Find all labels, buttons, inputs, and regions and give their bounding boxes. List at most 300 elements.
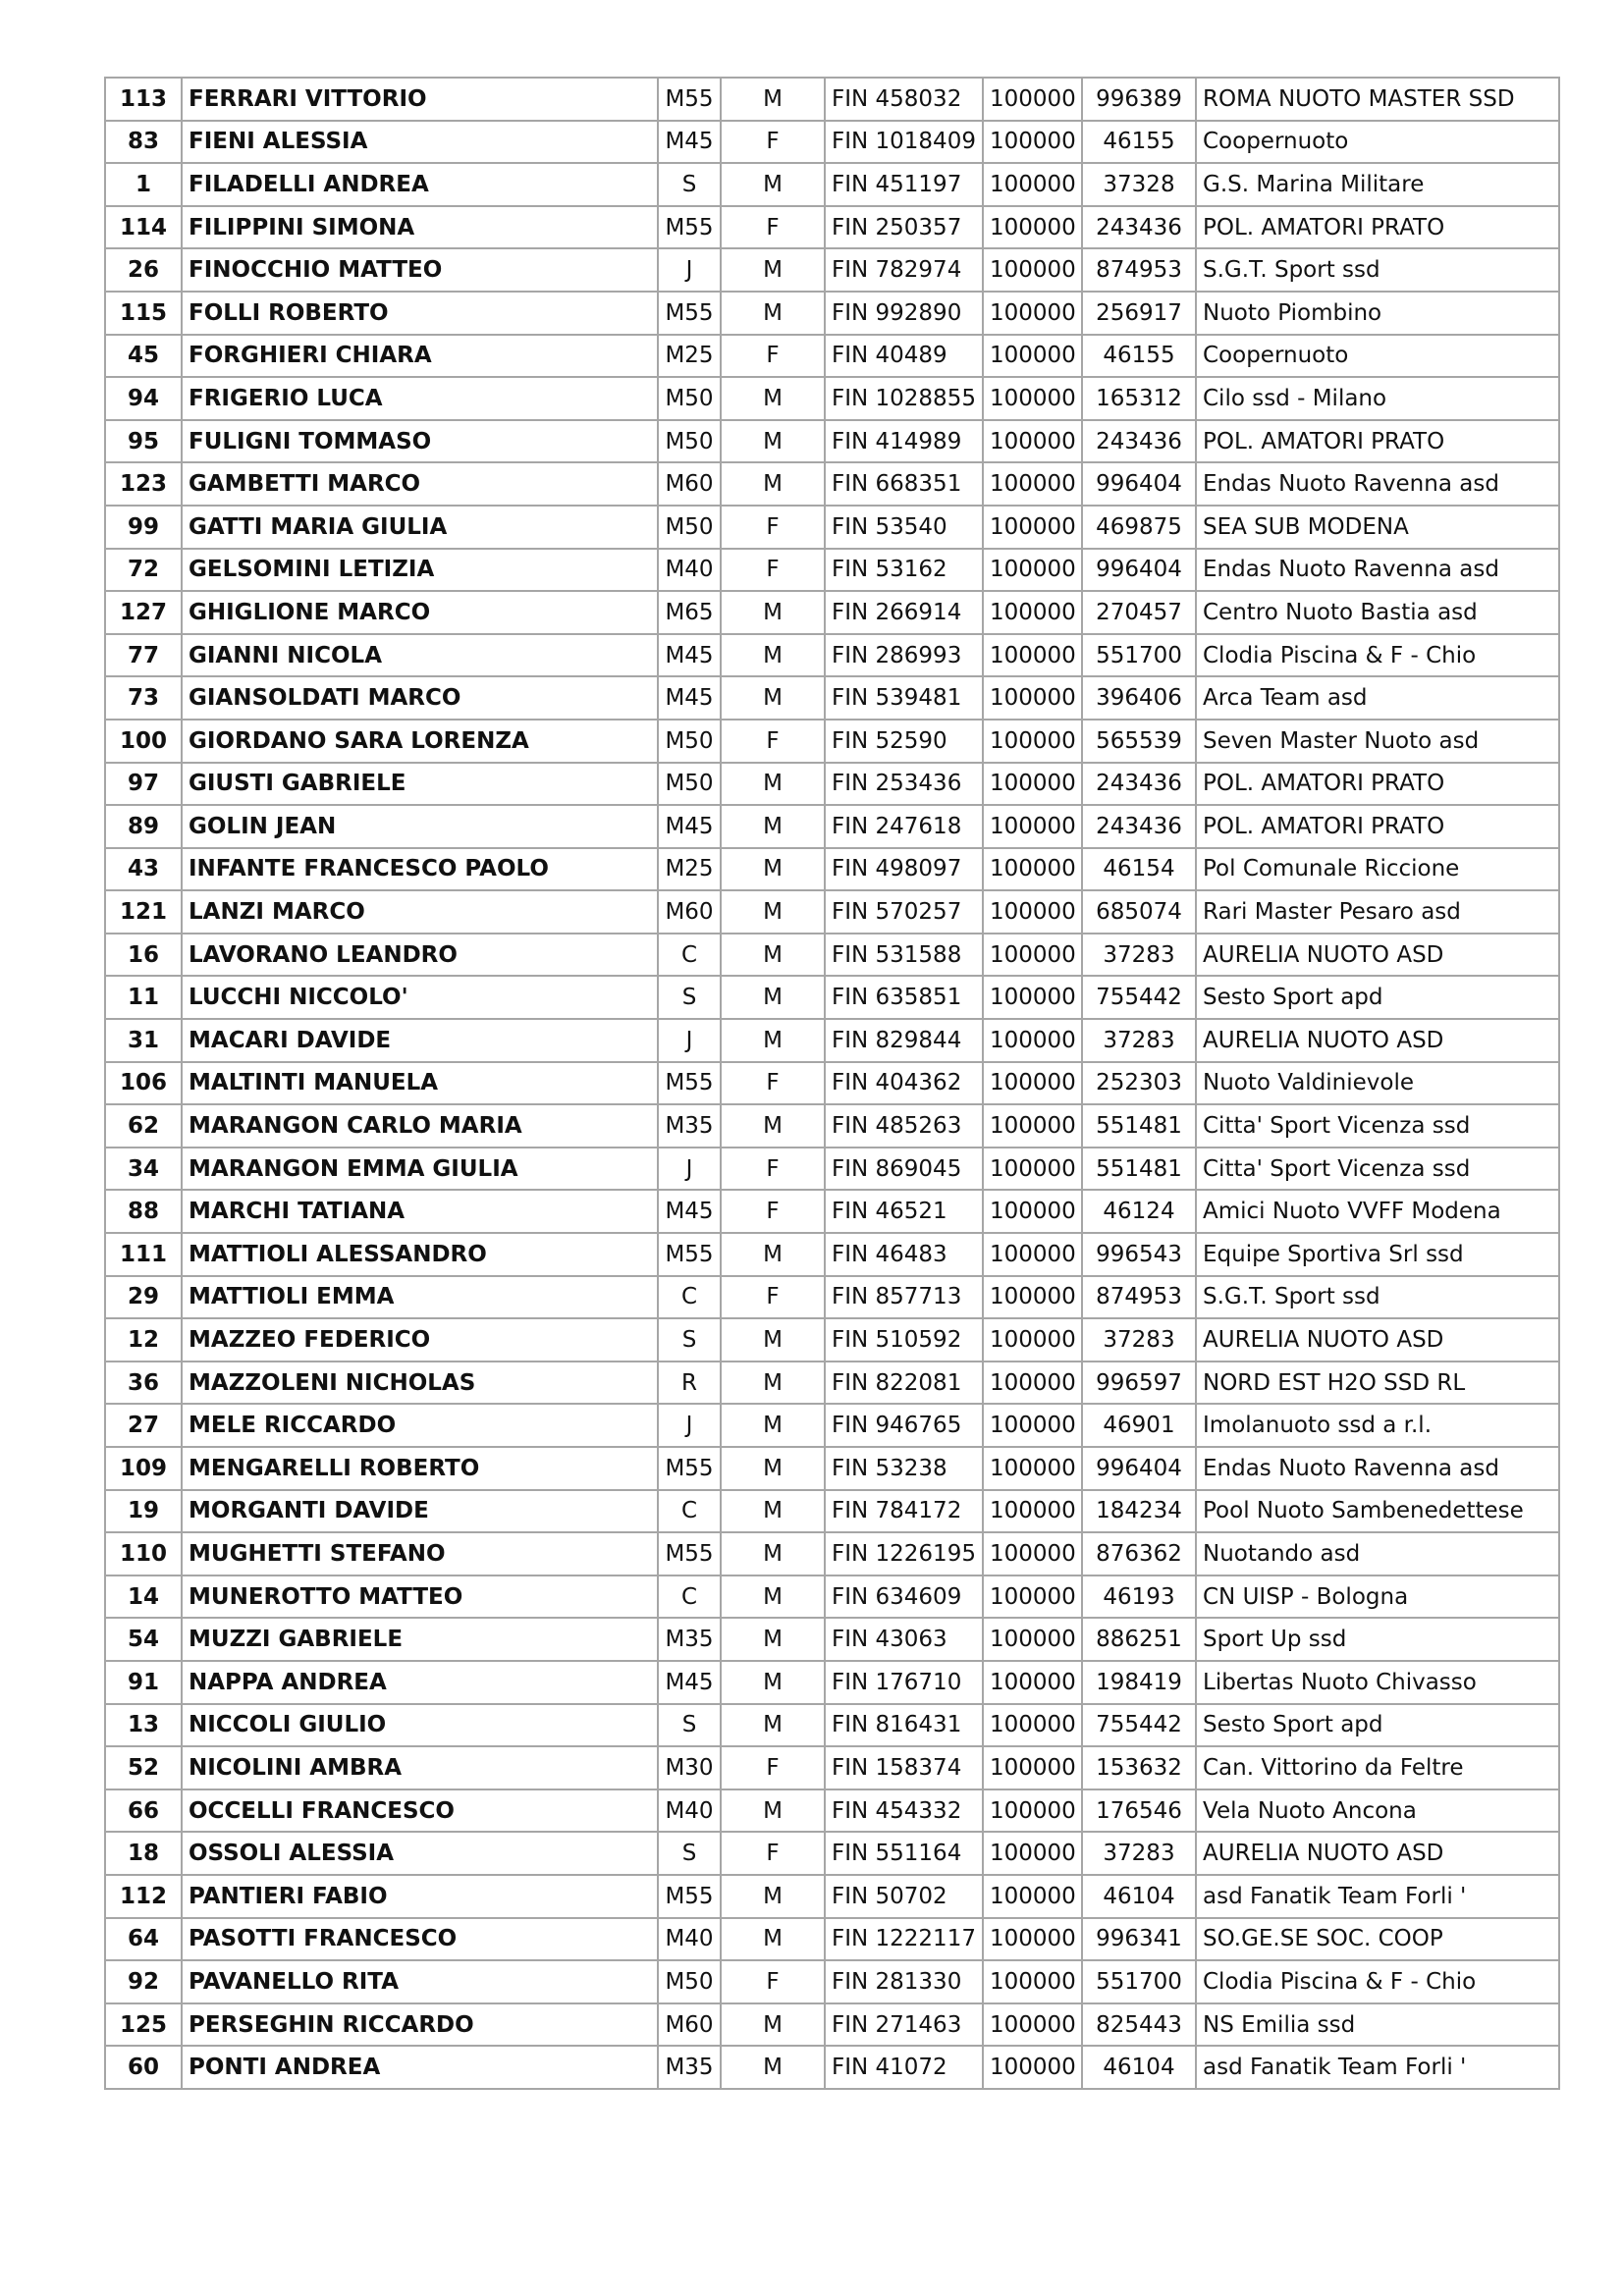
entry-time-cell: 100000 bbox=[983, 1746, 1082, 1789]
sex-cell: M bbox=[721, 1661, 825, 1704]
sex-cell: F bbox=[721, 1062, 825, 1105]
category-cell: M45 bbox=[658, 1190, 721, 1233]
category-cell: S bbox=[658, 976, 721, 1019]
sex-cell: M bbox=[721, 634, 825, 677]
table-row bbox=[105, 1789, 1559, 1833]
club-code-cell: 996404 bbox=[1082, 1447, 1196, 1490]
table-row bbox=[105, 676, 1559, 720]
athlete-number-cell: 94 bbox=[105, 377, 182, 420]
entry-time-cell: 100000 bbox=[983, 1618, 1082, 1661]
table-row bbox=[105, 1661, 1559, 1704]
entry-time-cell: 100000 bbox=[983, 206, 1082, 249]
fin-card-cell: FIN 822081 bbox=[825, 1362, 983, 1405]
club-code-cell: 46193 bbox=[1082, 1575, 1196, 1619]
club-name-cell: Endas Nuoto Ravenna asd bbox=[1196, 549, 1559, 592]
entry-time-cell: 100000 bbox=[983, 462, 1082, 506]
club-name-cell: Arca Team asd bbox=[1196, 676, 1559, 720]
entry-time-cell: 100000 bbox=[983, 121, 1082, 164]
sex-cell: F bbox=[721, 121, 825, 164]
category-cell: M30 bbox=[658, 1746, 721, 1789]
club-code-cell: 996341 bbox=[1082, 1918, 1196, 1961]
table-row bbox=[105, 1960, 1559, 2003]
entry-time-cell: 100000 bbox=[983, 763, 1082, 806]
sex-cell: M bbox=[721, 934, 825, 977]
sex-cell: F bbox=[721, 720, 825, 763]
entry-time-cell: 100000 bbox=[983, 934, 1082, 977]
sex-cell: F bbox=[721, 1276, 825, 1319]
table-row bbox=[105, 1362, 1559, 1405]
table-row bbox=[105, 634, 1559, 677]
athlete-number-cell: 12 bbox=[105, 1318, 182, 1362]
athlete-number-cell: 121 bbox=[105, 890, 182, 934]
club-name-cell: Centro Nuoto Bastia asd bbox=[1196, 591, 1559, 634]
table-row bbox=[105, 1148, 1559, 1191]
entry-time-cell: 100000 bbox=[983, 1960, 1082, 2003]
club-code-cell: 198419 bbox=[1082, 1661, 1196, 1704]
category-cell: M50 bbox=[658, 1960, 721, 2003]
club-name-cell: AURELIA NUOTO ASD bbox=[1196, 934, 1559, 977]
athlete-number-cell: 11 bbox=[105, 976, 182, 1019]
athlete-name-cell: MUNEROTTO MATTEO bbox=[182, 1575, 658, 1619]
sex-cell: M bbox=[721, 1104, 825, 1148]
athlete-name-cell: GIUSTI GABRIELE bbox=[182, 763, 658, 806]
club-name-cell: Pool Nuoto Sambenedettese bbox=[1196, 1490, 1559, 1533]
entry-time-cell: 100000 bbox=[983, 1062, 1082, 1105]
club-name-cell: POL. AMATORI PRATO bbox=[1196, 206, 1559, 249]
sex-cell: F bbox=[721, 549, 825, 592]
club-code-cell: 755442 bbox=[1082, 976, 1196, 1019]
club-name-cell: S.G.T. Sport ssd bbox=[1196, 1276, 1559, 1319]
club-code-cell: 685074 bbox=[1082, 890, 1196, 934]
athlete-name-cell: PAVANELLO RITA bbox=[182, 1960, 658, 2003]
fin-card-cell: FIN 782974 bbox=[825, 248, 983, 292]
entry-time-cell: 100000 bbox=[983, 1661, 1082, 1704]
entry-time-cell: 100000 bbox=[983, 506, 1082, 549]
entries-table-body bbox=[105, 78, 1559, 2089]
table-row bbox=[105, 1875, 1559, 1918]
athlete-name-cell: MUZZI GABRIELE bbox=[182, 1618, 658, 1661]
athlete-name-cell: OCCELLI FRANCESCO bbox=[182, 1789, 658, 1833]
entry-time-cell: 100000 bbox=[983, 1148, 1082, 1191]
athlete-name-cell: PASOTTI FRANCESCO bbox=[182, 1918, 658, 1961]
athlete-name-cell: LUCCHI NICCOLO' bbox=[182, 976, 658, 1019]
fin-card-cell: FIN 247618 bbox=[825, 805, 983, 848]
club-code-cell: 252303 bbox=[1082, 1062, 1196, 1105]
entry-time-cell: 100000 bbox=[983, 1276, 1082, 1319]
table-row bbox=[105, 2046, 1559, 2089]
sex-cell: F bbox=[721, 506, 825, 549]
athlete-number-cell: 95 bbox=[105, 420, 182, 463]
club-code-cell: 165312 bbox=[1082, 377, 1196, 420]
fin-card-cell: FIN 946765 bbox=[825, 1404, 983, 1447]
athlete-number-cell: 60 bbox=[105, 2046, 182, 2089]
fin-card-cell: FIN 176710 bbox=[825, 1661, 983, 1704]
sex-cell: F bbox=[721, 335, 825, 378]
table-row bbox=[105, 1618, 1559, 1661]
category-cell: M55 bbox=[658, 206, 721, 249]
athlete-name-cell: GIANSOLDATI MARCO bbox=[182, 676, 658, 720]
athlete-name-cell: MORGANTI DAVIDE bbox=[182, 1490, 658, 1533]
athlete-number-cell: 14 bbox=[105, 1575, 182, 1619]
table-row bbox=[105, 549, 1559, 592]
sex-cell: M bbox=[721, 1575, 825, 1619]
fin-card-cell: FIN 570257 bbox=[825, 890, 983, 934]
sex-cell: M bbox=[721, 1532, 825, 1575]
athlete-number-cell: 99 bbox=[105, 506, 182, 549]
category-cell: M45 bbox=[658, 805, 721, 848]
sex-cell: F bbox=[721, 1746, 825, 1789]
fin-card-cell: FIN 286993 bbox=[825, 634, 983, 677]
athlete-name-cell: OSSOLI ALESSIA bbox=[182, 1832, 658, 1875]
fin-card-cell: FIN 634609 bbox=[825, 1575, 983, 1619]
entry-time-cell: 100000 bbox=[983, 248, 1082, 292]
club-code-cell: 876362 bbox=[1082, 1532, 1196, 1575]
category-cell: M55 bbox=[658, 1875, 721, 1918]
sex-cell: M bbox=[721, 1918, 825, 1961]
club-name-cell: Clodia Piscina & F - Chio bbox=[1196, 1960, 1559, 2003]
table-row bbox=[105, 1746, 1559, 1789]
athlete-name-cell: GIORDANO SARA LORENZA bbox=[182, 720, 658, 763]
sex-cell: M bbox=[721, 1233, 825, 1276]
athlete-number-cell: 16 bbox=[105, 934, 182, 977]
sex-cell: M bbox=[721, 1318, 825, 1362]
athlete-name-cell: PERSEGHIN RICCARDO bbox=[182, 2003, 658, 2047]
fin-card-cell: FIN 635851 bbox=[825, 976, 983, 1019]
entry-time-cell: 100000 bbox=[983, 1233, 1082, 1276]
sex-cell: M bbox=[721, 462, 825, 506]
fin-card-cell: FIN 158374 bbox=[825, 1746, 983, 1789]
athlete-name-cell: LAVORANO LEANDRO bbox=[182, 934, 658, 977]
athlete-number-cell: 54 bbox=[105, 1618, 182, 1661]
sex-cell: F bbox=[721, 1190, 825, 1233]
fin-card-cell: FIN 43063 bbox=[825, 1618, 983, 1661]
document-page bbox=[104, 77, 1560, 2090]
athlete-name-cell: MAZZOLENI NICHOLAS bbox=[182, 1362, 658, 1405]
athlete-number-cell: 62 bbox=[105, 1104, 182, 1148]
athlete-number-cell: 88 bbox=[105, 1190, 182, 1233]
athlete-name-cell: PANTIERI FABIO bbox=[182, 1875, 658, 1918]
club-code-cell: 551481 bbox=[1082, 1104, 1196, 1148]
athlete-name-cell: GELSOMINI LETIZIA bbox=[182, 549, 658, 592]
fin-card-cell: FIN 510592 bbox=[825, 1318, 983, 1362]
sex-cell: M bbox=[721, 591, 825, 634]
club-code-cell: 874953 bbox=[1082, 1276, 1196, 1319]
entry-time-cell: 100000 bbox=[983, 420, 1082, 463]
athlete-number-cell: 114 bbox=[105, 206, 182, 249]
sex-cell: M bbox=[721, 890, 825, 934]
entries-table bbox=[104, 77, 1560, 2090]
athlete-number-cell: 92 bbox=[105, 1960, 182, 2003]
table-row bbox=[105, 1532, 1559, 1575]
club-code-cell: 37328 bbox=[1082, 163, 1196, 206]
fin-card-cell: FIN 46521 bbox=[825, 1190, 983, 1233]
entry-time-cell: 100000 bbox=[983, 1190, 1082, 1233]
athlete-name-cell: GATTI MARIA GIULIA bbox=[182, 506, 658, 549]
table-row bbox=[105, 1062, 1559, 1105]
category-cell: M55 bbox=[658, 292, 721, 335]
category-cell: M35 bbox=[658, 1104, 721, 1148]
sex-cell: M bbox=[721, 1789, 825, 1833]
athlete-number-cell: 97 bbox=[105, 763, 182, 806]
category-cell: S bbox=[658, 1704, 721, 1747]
club-code-cell: 996389 bbox=[1082, 78, 1196, 121]
club-name-cell: G.S. Marina Militare bbox=[1196, 163, 1559, 206]
athlete-name-cell: GIANNI NICOLA bbox=[182, 634, 658, 677]
athlete-number-cell: 89 bbox=[105, 805, 182, 848]
category-cell: J bbox=[658, 1148, 721, 1191]
fin-card-cell: FIN 1028855 bbox=[825, 377, 983, 420]
athlete-number-cell: 52 bbox=[105, 1746, 182, 1789]
entry-time-cell: 100000 bbox=[983, 720, 1082, 763]
entry-time-cell: 100000 bbox=[983, 1575, 1082, 1619]
club-code-cell: 37283 bbox=[1082, 1832, 1196, 1875]
entry-time-cell: 100000 bbox=[983, 1532, 1082, 1575]
athlete-name-cell: FERRARI VITTORIO bbox=[182, 78, 658, 121]
entry-time-cell: 100000 bbox=[983, 634, 1082, 677]
athlete-name-cell: MATTIOLI ALESSANDRO bbox=[182, 1233, 658, 1276]
category-cell: M60 bbox=[658, 890, 721, 934]
club-code-cell: 46104 bbox=[1082, 2046, 1196, 2089]
entry-time-cell: 100000 bbox=[983, 1789, 1082, 1833]
fin-card-cell: FIN 857713 bbox=[825, 1276, 983, 1319]
athlete-number-cell: 127 bbox=[105, 591, 182, 634]
category-cell: C bbox=[658, 1276, 721, 1319]
sex-cell: M bbox=[721, 976, 825, 1019]
athlete-number-cell: 1 bbox=[105, 163, 182, 206]
entry-time-cell: 100000 bbox=[983, 1104, 1082, 1148]
fin-card-cell: FIN 454332 bbox=[825, 1789, 983, 1833]
entry-time-cell: 100000 bbox=[983, 2003, 1082, 2047]
athlete-number-cell: 27 bbox=[105, 1404, 182, 1447]
fin-card-cell: FIN 53162 bbox=[825, 549, 983, 592]
club-name-cell: Sesto Sport apd bbox=[1196, 1704, 1559, 1747]
table-row bbox=[105, 805, 1559, 848]
category-cell: M60 bbox=[658, 462, 721, 506]
category-cell: S bbox=[658, 1832, 721, 1875]
fin-card-cell: FIN 531588 bbox=[825, 934, 983, 977]
sex-cell: M bbox=[721, 1019, 825, 1062]
athlete-name-cell: GAMBETTI MARCO bbox=[182, 462, 658, 506]
entry-time-cell: 100000 bbox=[983, 1490, 1082, 1533]
fin-card-cell: FIN 869045 bbox=[825, 1148, 983, 1191]
fin-card-cell: FIN 414989 bbox=[825, 420, 983, 463]
category-cell: M40 bbox=[658, 1789, 721, 1833]
table-row bbox=[105, 1318, 1559, 1362]
fin-card-cell: FIN 281330 bbox=[825, 1960, 983, 2003]
fin-card-cell: FIN 46483 bbox=[825, 1233, 983, 1276]
entry-time-cell: 100000 bbox=[983, 1447, 1082, 1490]
table-row bbox=[105, 1490, 1559, 1533]
table-row bbox=[105, 976, 1559, 1019]
category-cell: M50 bbox=[658, 763, 721, 806]
athlete-name-cell: MELE RICCARDO bbox=[182, 1404, 658, 1447]
club-code-cell: 396406 bbox=[1082, 676, 1196, 720]
category-cell: M35 bbox=[658, 2046, 721, 2089]
category-cell: M40 bbox=[658, 549, 721, 592]
club-name-cell: Pol Comunale Riccione bbox=[1196, 848, 1559, 891]
entry-time-cell: 100000 bbox=[983, 890, 1082, 934]
club-name-cell: ROMA NUOTO MASTER SSD bbox=[1196, 78, 1559, 121]
club-name-cell: Cilo ssd - Milano bbox=[1196, 377, 1559, 420]
club-code-cell: 153632 bbox=[1082, 1746, 1196, 1789]
athlete-number-cell: 45 bbox=[105, 335, 182, 378]
sex-cell: M bbox=[721, 1362, 825, 1405]
sex-cell: M bbox=[721, 1875, 825, 1918]
club-name-cell: Imolanuoto ssd a r.l. bbox=[1196, 1404, 1559, 1447]
category-cell: M40 bbox=[658, 1918, 721, 1961]
category-cell: M65 bbox=[658, 591, 721, 634]
sex-cell: M bbox=[721, 848, 825, 891]
category-cell: S bbox=[658, 1318, 721, 1362]
club-code-cell: 46124 bbox=[1082, 1190, 1196, 1233]
entry-time-cell: 100000 bbox=[983, 805, 1082, 848]
athlete-name-cell: MUGHETTI STEFANO bbox=[182, 1532, 658, 1575]
fin-card-cell: FIN 250357 bbox=[825, 206, 983, 249]
sex-cell: M bbox=[721, 805, 825, 848]
athlete-number-cell: 115 bbox=[105, 292, 182, 335]
athlete-name-cell: GHIGLIONE MARCO bbox=[182, 591, 658, 634]
athlete-name-cell: FOLLI ROBERTO bbox=[182, 292, 658, 335]
athlete-name-cell: MACARI DAVIDE bbox=[182, 1019, 658, 1062]
club-code-cell: 996543 bbox=[1082, 1233, 1196, 1276]
table-row bbox=[105, 1104, 1559, 1148]
category-cell: M55 bbox=[658, 78, 721, 121]
table-row bbox=[105, 1918, 1559, 1961]
sex-cell: M bbox=[721, 1704, 825, 1747]
fin-card-cell: FIN 816431 bbox=[825, 1704, 983, 1747]
table-row bbox=[105, 121, 1559, 164]
fin-card-cell: FIN 50702 bbox=[825, 1875, 983, 1918]
club-name-cell: POL. AMATORI PRATO bbox=[1196, 420, 1559, 463]
athlete-number-cell: 91 bbox=[105, 1661, 182, 1704]
entry-time-cell: 100000 bbox=[983, 549, 1082, 592]
sex-cell: M bbox=[721, 377, 825, 420]
athlete-number-cell: 100 bbox=[105, 720, 182, 763]
table-row bbox=[105, 890, 1559, 934]
category-cell: M50 bbox=[658, 377, 721, 420]
table-row bbox=[105, 591, 1559, 634]
club-name-cell: NS Emilia ssd bbox=[1196, 2003, 1559, 2047]
club-code-cell: 551700 bbox=[1082, 634, 1196, 677]
club-name-cell: S.G.T. Sport ssd bbox=[1196, 248, 1559, 292]
table-row bbox=[105, 2003, 1559, 2047]
sex-cell: M bbox=[721, 292, 825, 335]
club-code-cell: 996404 bbox=[1082, 549, 1196, 592]
category-cell: S bbox=[658, 163, 721, 206]
athlete-name-cell: MARANGON CARLO MARIA bbox=[182, 1104, 658, 1148]
table-row bbox=[105, 1704, 1559, 1747]
club-name-cell: Endas Nuoto Ravenna asd bbox=[1196, 462, 1559, 506]
table-row bbox=[105, 1276, 1559, 1319]
entry-time-cell: 100000 bbox=[983, 676, 1082, 720]
club-name-cell: Coopernuoto bbox=[1196, 335, 1559, 378]
athlete-name-cell: FILADELLI ANDREA bbox=[182, 163, 658, 206]
club-name-cell: AURELIA NUOTO ASD bbox=[1196, 1019, 1559, 1062]
athlete-name-cell: NICOLINI AMBRA bbox=[182, 1746, 658, 1789]
athlete-name-cell: PONTI ANDREA bbox=[182, 2046, 658, 2089]
club-code-cell: 755442 bbox=[1082, 1704, 1196, 1747]
club-name-cell: Amici Nuoto VVFF Modena bbox=[1196, 1190, 1559, 1233]
entry-time-cell: 100000 bbox=[983, 163, 1082, 206]
club-name-cell: Vela Nuoto Ancona bbox=[1196, 1789, 1559, 1833]
athlete-name-cell: MALTINTI MANUELA bbox=[182, 1062, 658, 1105]
athlete-number-cell: 31 bbox=[105, 1019, 182, 1062]
athlete-name-cell: FORGHIERI CHIARA bbox=[182, 335, 658, 378]
club-code-cell: 243436 bbox=[1082, 805, 1196, 848]
entry-time-cell: 100000 bbox=[983, 1404, 1082, 1447]
club-code-cell: 874953 bbox=[1082, 248, 1196, 292]
club-name-cell: AURELIA NUOTO ASD bbox=[1196, 1832, 1559, 1875]
club-code-cell: 176546 bbox=[1082, 1789, 1196, 1833]
category-cell: C bbox=[658, 1575, 721, 1619]
club-name-cell: Sport Up ssd bbox=[1196, 1618, 1559, 1661]
fin-card-cell: FIN 40489 bbox=[825, 335, 983, 378]
category-cell: J bbox=[658, 1404, 721, 1447]
athlete-number-cell: 26 bbox=[105, 248, 182, 292]
club-name-cell: asd Fanatik Team Forli ' bbox=[1196, 1875, 1559, 1918]
club-code-cell: 551700 bbox=[1082, 1960, 1196, 2003]
entry-time-cell: 100000 bbox=[983, 2046, 1082, 2089]
club-code-cell: 996597 bbox=[1082, 1362, 1196, 1405]
entry-time-cell: 100000 bbox=[983, 1875, 1082, 1918]
club-code-cell: 886251 bbox=[1082, 1618, 1196, 1661]
table-row bbox=[105, 206, 1559, 249]
athlete-name-cell: INFANTE FRANCESCO PAOLO bbox=[182, 848, 658, 891]
club-code-cell: 243436 bbox=[1082, 420, 1196, 463]
fin-card-cell: FIN 52590 bbox=[825, 720, 983, 763]
fin-card-cell: FIN 829844 bbox=[825, 1019, 983, 1062]
category-cell: M50 bbox=[658, 506, 721, 549]
fin-card-cell: FIN 1226195 bbox=[825, 1532, 983, 1575]
entry-time-cell: 100000 bbox=[983, 848, 1082, 891]
club-name-cell: Citta' Sport Vicenza ssd bbox=[1196, 1104, 1559, 1148]
entry-time-cell: 100000 bbox=[983, 377, 1082, 420]
fin-card-cell: FIN 539481 bbox=[825, 676, 983, 720]
club-name-cell: Rari Master Pesaro asd bbox=[1196, 890, 1559, 934]
fin-card-cell: FIN 1222117 bbox=[825, 1918, 983, 1961]
table-row bbox=[105, 292, 1559, 335]
category-cell: M55 bbox=[658, 1447, 721, 1490]
category-cell: C bbox=[658, 1490, 721, 1533]
athlete-name-cell: MARANGON EMMA GIULIA bbox=[182, 1148, 658, 1191]
club-name-cell: Sesto Sport apd bbox=[1196, 976, 1559, 1019]
category-cell: M25 bbox=[658, 848, 721, 891]
table-row bbox=[105, 78, 1559, 121]
sex-cell: M bbox=[721, 163, 825, 206]
club-code-cell: 469875 bbox=[1082, 506, 1196, 549]
athlete-name-cell: FRIGERIO LUCA bbox=[182, 377, 658, 420]
club-name-cell: SEA SUB MODENA bbox=[1196, 506, 1559, 549]
table-row bbox=[105, 848, 1559, 891]
club-name-cell: Equipe Sportiva Srl ssd bbox=[1196, 1233, 1559, 1276]
athlete-name-cell: MAZZEO FEDERICO bbox=[182, 1318, 658, 1362]
athlete-name-cell: MARCHI TATIANA bbox=[182, 1190, 658, 1233]
category-cell: M55 bbox=[658, 1062, 721, 1105]
sex-cell: M bbox=[721, 248, 825, 292]
athlete-number-cell: 72 bbox=[105, 549, 182, 592]
athlete-number-cell: 19 bbox=[105, 1490, 182, 1533]
athlete-number-cell: 109 bbox=[105, 1447, 182, 1490]
club-code-cell: 37283 bbox=[1082, 1019, 1196, 1062]
entry-time-cell: 100000 bbox=[983, 1832, 1082, 1875]
category-cell: M55 bbox=[658, 1532, 721, 1575]
fin-card-cell: FIN 404362 bbox=[825, 1062, 983, 1105]
fin-card-cell: FIN 1018409 bbox=[825, 121, 983, 164]
sex-cell: F bbox=[721, 1148, 825, 1191]
club-name-cell: Clodia Piscina & F - Chio bbox=[1196, 634, 1559, 677]
category-cell: M50 bbox=[658, 720, 721, 763]
table-row bbox=[105, 1832, 1559, 1875]
